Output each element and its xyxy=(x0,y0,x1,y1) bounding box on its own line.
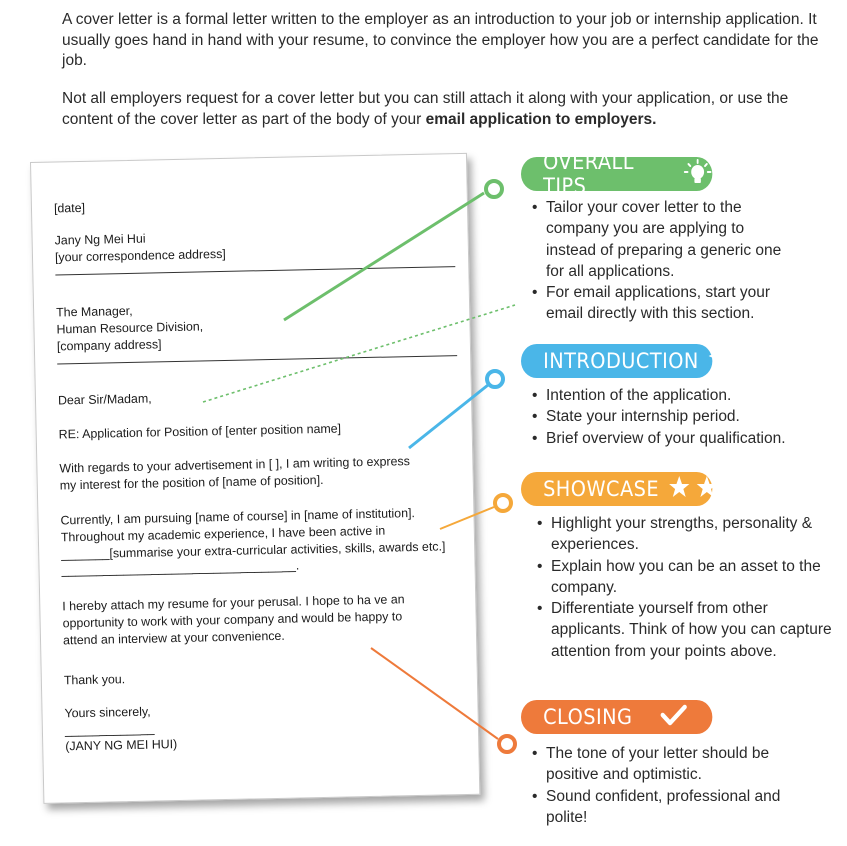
introduction-connector xyxy=(409,385,488,448)
letter-closing: Yours sincerely, xyxy=(64,704,151,721)
showcase-connector-dot xyxy=(495,495,511,511)
tips-dashed-connector xyxy=(203,305,515,402)
letter-para2-line: _______[summarise your extra-curricular activities, skills, awards etc.] xyxy=(61,539,446,562)
letter-re-line: RE: Application for Position of [enter position name] xyxy=(58,421,342,442)
tips-connector xyxy=(284,193,484,320)
letter-sender-address: [your correspondence address] xyxy=(54,246,226,265)
closing-header xyxy=(521,700,712,734)
closing-connector xyxy=(371,648,498,739)
list-item: • Tailor your cover letter to the company you are applying to instead of preparing a generic one for all applications. xyxy=(532,197,797,282)
letter-signature-line: _____________ xyxy=(64,721,155,738)
letter-para3-line: attend an interview at your convenience. xyxy=(62,628,285,648)
letter-recipient-address: [company address] xyxy=(56,337,162,354)
closing-title: CLOSING xyxy=(543,705,633,729)
letter-recipient-title: The Manager, xyxy=(56,303,133,320)
introduction-title: INTRODUCTION xyxy=(543,349,699,373)
letter-para3-line: I hereby attach my resume for your perusal. I hope to ha ve an xyxy=(62,592,405,614)
showcase-connector xyxy=(440,507,494,529)
letter-para1-line: my interest for the position of [name of position]. xyxy=(59,472,324,493)
letter-sender-name: Jany Ng Mei Hui xyxy=(54,231,146,248)
closing-connector-dot xyxy=(499,736,515,752)
letter-para2-line: __________________________________. xyxy=(61,558,300,578)
letter-para3-line: opportunity to work with your company and would be happy to xyxy=(62,609,403,631)
intro-text-1: A cover letter is a formal letter written to the employer as an introduction to your job or internship application. It usually goes hand in hand with your resume, to convince the employer how you are a perfect candidate for the job. xyxy=(62,11,819,69)
lightbulb-icon xyxy=(683,159,712,190)
closing-list xyxy=(532,743,822,828)
letter-recipient-division: Human Resource Division, xyxy=(56,319,204,337)
introduction-list xyxy=(532,385,832,449)
list-item: • Brief overview of your qualification. xyxy=(532,428,832,449)
letter-para2-line: Currently, I am pursuing [name of course] in [name of institution]. xyxy=(60,506,416,528)
letter-date: [date] xyxy=(53,200,86,216)
list-item: • State your internship period. xyxy=(532,406,832,427)
showcase-header xyxy=(521,472,712,506)
list-item: • Explain how you can be an asset to the company. xyxy=(537,556,837,599)
list-item: • Highlight your strengths, personality & experiences. xyxy=(537,513,837,556)
showcase-list xyxy=(537,513,837,662)
checkmark-icon xyxy=(660,704,688,731)
stars-icon xyxy=(668,475,720,504)
list-item: • The tone of your letter should be positive and optimistic. xyxy=(532,743,822,786)
graduation-cap-icon xyxy=(708,348,736,375)
letter-thanks: Thank you. xyxy=(63,672,126,688)
tips-connector-dot xyxy=(486,181,502,197)
letter-signature: (JANY NG MEI HUI) xyxy=(65,737,178,754)
introduction-connector-dot xyxy=(487,371,503,387)
letter-para2-line: Throughout my academic experience, I have been active in xyxy=(60,523,386,545)
list-item: • Intention of the application. xyxy=(532,385,832,406)
intro-text-2: Not all employers request for a cover letter but you can still attach it along with your application, or use the content of the cover letter as part of the body of your xyxy=(62,90,789,128)
list-item: • For email applications, start your email directly with this section. xyxy=(532,282,797,325)
showcase-title: SHOWCASE xyxy=(543,477,660,501)
letter-salutation: Dear Sir/Madam, xyxy=(57,391,152,408)
list-item: • Sound confident, professional and polite! xyxy=(532,786,822,829)
overall-tips-title: OVERALL TIPS xyxy=(543,150,634,198)
intro-text-2-bold: email application to employers. xyxy=(425,110,657,128)
overall-tips-list xyxy=(532,197,797,325)
list-item: • Differentiate yourself from other applicants. Think of how you can capture attention from your points above. xyxy=(537,598,837,662)
letter-para1-line: With regards to your advertisement in [ ], I am writing to express xyxy=(59,454,411,476)
overall-tips-header xyxy=(521,150,712,198)
introduction-header xyxy=(521,344,712,378)
